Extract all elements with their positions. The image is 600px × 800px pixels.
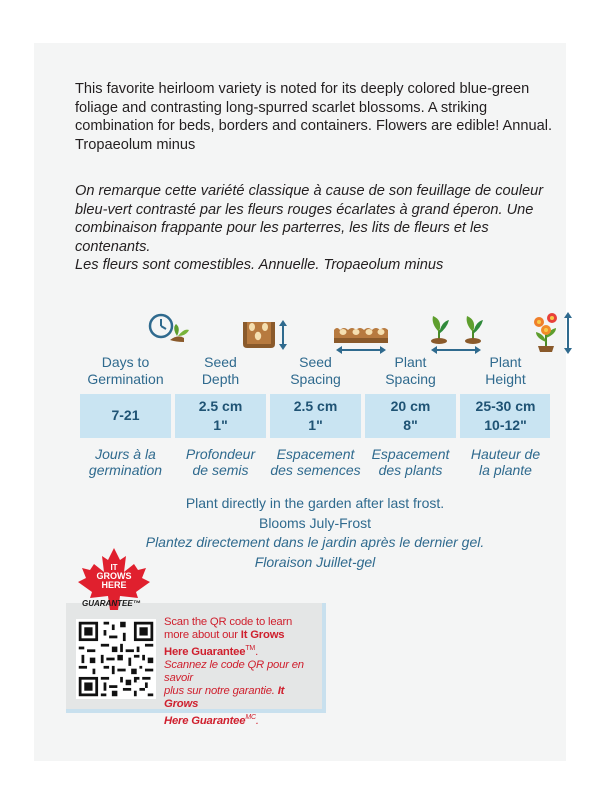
desc-fr-line: combinaison frappante pour les parterres, les lits de fleurs et les contenants. [75, 220, 489, 255]
fr-label-seed-depth [175, 446, 266, 478]
label-plant-height [460, 354, 551, 388]
brand-text: It Grows [164, 684, 285, 710]
fr-label-germination [80, 446, 171, 478]
guarantee-text [164, 616, 320, 728]
label-line: Seed [299, 354, 332, 370]
value-line: 8" [403, 417, 418, 433]
badge-guarantee-label [82, 599, 141, 608]
text-span: . [255, 714, 259, 727]
plant-spacing-icon [411, 308, 502, 358]
label-seed-spacing [270, 354, 361, 388]
label-line: Seed [204, 354, 237, 370]
badge-tm: ™ [132, 599, 141, 608]
value-line: 25-30 cm [475, 398, 536, 414]
value-plant-spacing [365, 394, 456, 438]
badge-text: HERE [101, 580, 127, 590]
fr-label-line: des plants [378, 462, 443, 478]
fr-label-seed-spacing [270, 446, 361, 478]
guarantee-fr-line [164, 711, 320, 728]
value-line: 2.5 cm [198, 398, 243, 414]
label-line: Spacing [290, 371, 341, 387]
divider [456, 394, 460, 438]
guarantee-en-line [164, 642, 320, 659]
divider [171, 394, 175, 438]
fr-label-line: la plante [479, 462, 532, 478]
text-span: more about our [164, 629, 241, 641]
value-line: 1" [308, 417, 323, 433]
fr-label-plant-height [460, 446, 551, 478]
seed-spacing-icon [316, 308, 407, 358]
trademark-mark: TM [245, 645, 256, 652]
desc-en-line: foliage and contrasting long-spurred scarlet blossoms. A striking [75, 99, 488, 116]
value-plant-height [460, 394, 551, 438]
description-french [75, 182, 555, 275]
label-line: Depth [201, 371, 240, 387]
text-span: plus sur notre garantie. [164, 684, 278, 697]
plant-height-icon [506, 308, 597, 358]
badge-guarantee-word: GUARANTEE [82, 599, 133, 608]
trademark-mark: MC [245, 713, 256, 721]
fr-label-plant-spacing [365, 446, 456, 478]
value-seed-spacing [270, 394, 361, 438]
label-seed-depth [175, 354, 266, 388]
desc-fr-line: bleu-vert contrasté par les fleurs rouges écarlates à grand éperon. Une [75, 201, 534, 218]
badge-text: GROWS [96, 571, 132, 581]
divider [361, 394, 365, 438]
fr-label-line: des semences [270, 462, 361, 478]
fr-label-line: Hauteur de [470, 446, 541, 462]
label-line: Height [485, 371, 526, 387]
fr-label-line: Espacement [276, 446, 355, 462]
label-line: Plant [489, 354, 522, 370]
badge-text: IT [110, 563, 118, 572]
seed-depth-icon [221, 308, 312, 358]
label-line: Spacing [385, 371, 436, 387]
note-fr-bloom: Floraison Juillet-gel [254, 553, 376, 570]
value-line: 2.5 cm [293, 398, 338, 414]
note-en-bloom: Blooms July-Frost [258, 514, 372, 531]
fr-label-line: Espacement [371, 446, 450, 462]
brand-text: Here Guarantee [164, 714, 246, 727]
fr-label-line: Jours à la [95, 446, 156, 462]
fr-label-line: germination [88, 462, 163, 478]
value-line: 10-12" [484, 417, 527, 433]
description-english [75, 80, 555, 154]
fr-label-line: de semis [192, 462, 249, 478]
qr-code-icon[interactable] [76, 619, 156, 699]
fr-label-line: Profondeur [185, 446, 256, 462]
text-span: . [255, 645, 259, 658]
brand-text: It Grows [240, 629, 285, 641]
desc-fr-line: Les fleurs sont comestibles. Annuelle. Tropaeolum minus [75, 257, 444, 273]
value-line: 7-21 [111, 407, 140, 423]
value-line: 20 cm [390, 398, 431, 414]
desc-en-line: combination for beds, borders and containers. Flowers are edible! Annual. [75, 118, 553, 134]
value-seed-depth [175, 394, 266, 438]
guarantee-fr-line: Scannez le code QR pour en savoir [164, 658, 304, 684]
value-line: 1" [213, 417, 228, 433]
brand-text: Here Guarantee [164, 645, 246, 658]
clock-sprout-icon [126, 308, 217, 358]
desc-en-line: This favorite heirloom variety is noted for its deeply colored blue-green [75, 81, 530, 97]
divider [266, 394, 270, 438]
value-days-to-germination [80, 394, 171, 438]
label-line: Days to [101, 354, 150, 370]
label-line: Germination [87, 371, 164, 387]
guarantee-en-line: Scan the QR code to learn [164, 616, 293, 628]
label-days-to-germination [80, 354, 171, 388]
guarantee-en-line [164, 629, 320, 642]
label-plant-spacing [365, 354, 456, 388]
desc-en-line: Tropaeolum minus [75, 136, 196, 153]
note-fr-sowing: Plantez directement dans le jardin après le dernier gel. [145, 534, 485, 550]
label-line: Plant [394, 354, 427, 370]
note-en-sowing: Plant directly in the garden after last frost. [185, 495, 445, 511]
guarantee-fr-line [164, 685, 320, 711]
desc-fr-line: On remarque cette variété classique à cause de son feuillage de couleur [75, 183, 544, 199]
